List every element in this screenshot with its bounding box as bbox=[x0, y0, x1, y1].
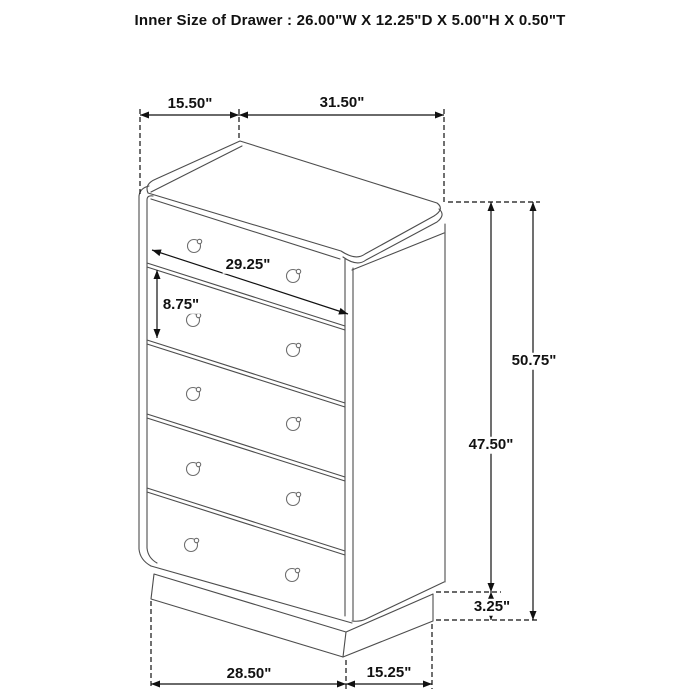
drawer-2-knobs bbox=[187, 313, 301, 356]
dim-bottom bbox=[151, 681, 432, 688]
chest-top-edge-front-inner bbox=[151, 199, 340, 259]
label-front-width: 28.50" bbox=[224, 666, 275, 683]
base-side-face bbox=[343, 594, 433, 657]
label-side-depth: 15.25" bbox=[364, 665, 415, 682]
page-title: Inner Size of Drawer : 26.00"W X 12.25"D X 5.00"H X 0.50"T bbox=[134, 12, 566, 29]
knob-tail bbox=[296, 269, 300, 273]
knob-tail bbox=[296, 417, 300, 421]
knob-tail bbox=[194, 538, 198, 542]
drawer-knobs bbox=[185, 239, 301, 581]
drawer-5-knobs bbox=[185, 538, 300, 581]
label-drawer-height: 8.75" bbox=[160, 297, 202, 314]
label-overall-height: 50.75" bbox=[509, 353, 560, 370]
drawer-4-knobs bbox=[187, 462, 301, 505]
chest-top-surface bbox=[147, 141, 440, 257]
label-height-to-base: 47.50" bbox=[466, 437, 517, 454]
chest-bottom-front-edge bbox=[151, 566, 352, 623]
chest-base bbox=[151, 574, 433, 657]
label-base-height: 3.25" bbox=[471, 599, 513, 616]
dim-overall-height bbox=[530, 202, 537, 620]
base-front-face bbox=[151, 574, 346, 657]
knob-tail bbox=[296, 492, 300, 496]
knob-tail bbox=[296, 343, 300, 347]
chest-side-bottom-edge bbox=[352, 582, 444, 621]
dim-height-to-base bbox=[488, 202, 495, 592]
drawer-divider-4 bbox=[147, 488, 345, 555]
label-top-width: 31.50" bbox=[317, 95, 368, 112]
drawer-divider-2 bbox=[147, 340, 345, 407]
dim-top bbox=[140, 112, 444, 119]
knob-tail bbox=[196, 387, 200, 391]
chest-side-top-edge bbox=[352, 233, 444, 270]
knob-tail bbox=[295, 568, 299, 572]
chest-left-edge-outer bbox=[139, 186, 151, 566]
drawer-3-knobs bbox=[187, 387, 301, 430]
knob-tail bbox=[196, 462, 200, 466]
chest-top-bullnose-right bbox=[343, 209, 442, 263]
knob-tail bbox=[196, 313, 200, 317]
chest-top-edge-left-inner bbox=[151, 146, 242, 192]
label-top-depth: 15.50" bbox=[165, 96, 216, 113]
drawer-divider-3 bbox=[147, 414, 345, 481]
knob-tail bbox=[197, 239, 201, 243]
label-opening-width: 29.25" bbox=[223, 257, 274, 274]
